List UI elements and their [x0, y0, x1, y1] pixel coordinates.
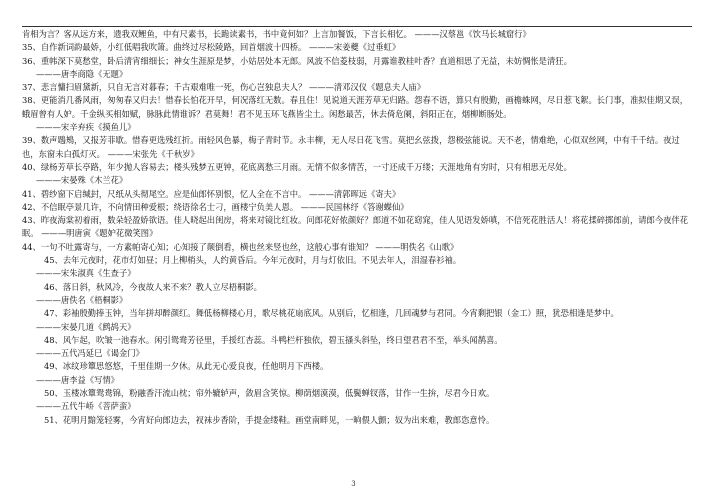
text-line: 39、数声鶗鴂，又报芳菲歇。惜春更选残红折。雨轻风色暴，梅子青时节。永丰柳，无人尽日花飞雪。莫把幺弦拨，怨极弦能说。天不老，情难绝，心似双丝网，中有千千结。夜过也，东窗未白孤灯灭。 ———宋张先《千秋岁》	[22, 135, 680, 159]
attribution-line: ———宋朱淑真《生查子》	[36, 268, 136, 279]
text-line: 肯相为言？客从远方来，遗我双鲤鱼，中有尺素书，长跪读素书，书中竟何如？上言加餐饭，下言长相忆。 ———汉蔡邕《饮马长城窟行》	[22, 29, 531, 39]
text-line: 41、碧纱窗下启缄封，尺纸从头彻尾空。应是仙郎怀别恨，忆人全在不言中。 ———清郭晖远《寄夫》	[22, 188, 401, 199]
text-line: 51、花明月黯笼轻雾，今宵好向郎边去，衩袜步香阶，手提金缕鞋。画堂南畔见，一晌偎人颤；奴为出来难，教郎恣意怜。	[44, 414, 495, 425]
attribution-line: ———宋晏殊《木兰花》	[36, 175, 128, 186]
text-line: 46、落日斜，秋风冷，今夜故人来不来？教人立尽梧桐影。	[44, 281, 262, 292]
attribution-line: ———唐李益《写情》	[36, 374, 119, 385]
text-line: 50、玉楼冰簟鸳鸯锦，粉融香汗流山枕；帘外辘轳声，敛眉含笑惊。柳荫烟漠漠，低鬓蝉钗落，甘作一生拚，尽君今日欢。	[44, 388, 495, 399]
attribution-line: ———五代牛峤《菩萨蛮》	[36, 401, 136, 412]
poem-text-block	[22, 28, 694, 427]
attribution-line: ———五代冯延巳《谒金门》	[36, 348, 144, 359]
text-line: 43、昨夜海棠初着雨，数朵轻盈娇欲语。佳人晓起出闺房，将来对镜比红妆。问郎花好侬颜好？郎道不如花窈窕，佳人见语发娇嗔，不信死花胜活人！将花揉碎掷郎前，请郎今夜伴花眠。 ———明唐寅《题妒花微笑图》	[22, 215, 689, 239]
text-line: 36、重帏深下莫愁堂，卧后清宵细细长；神女生涯原是梦，小姑居处本无郎。风波不信菱枝弱，月露谁教桂叶香？直道相思了无益，未妨惆怅是清狂。	[22, 55, 572, 66]
header-rule	[22, 26, 692, 27]
text-line: 38、更能消几番风雨，匆匆春又归去！惜春长怕花开早，何况落红无数。春且住！见说道天涯芳草无归路。怨春不语，算只有殷勤，画檐蛛网，尽日惹飞絮。长门事，准拟佳期又误，蛾眉曾有人妒。千金纵买相如赋，脉脉此情谁诉？君莫舞！君不见玉环飞燕皆尘土。闲愁最苦，休去倚危阑，斜阳正在，烟柳断肠处。	[22, 95, 689, 119]
attribution-line: ———宋辛弃疾《摸鱼儿》	[36, 122, 136, 133]
text-line: 37、悲言慵扫眉黛新，只自无言对暮春；千古艰难唯一死，伤心岂独息夫人？ ———清邓汉仪《题息夫人庙》	[22, 82, 426, 93]
attribution-line: ———唐佚名《梧桐影》	[36, 294, 128, 305]
text-line: 35、自作新词韵最娇，小红低唱我吹箫。曲终过尽松陵路，回首烟波十四桥。 ———宋姜夔《过垂虹》	[22, 42, 401, 53]
attribution-line: ———唐李商隐《无题》	[36, 68, 128, 79]
text-line: 49、冰纹珍簟思悠悠，千里佳期一夕休。从此无心爱良夜，任他明月下西楼。	[44, 361, 329, 372]
text-line: 45、去年元夜时，花市灯如昼；月上柳梢头，人约黄昏后。今年元夜时，月与灯依旧。不见去年人，泪湿春衫袖。	[44, 255, 462, 266]
attribution-line: ———宋晏几道《鹧鸪天》	[36, 321, 136, 332]
text-line: 47、彩袖殷勤捧玉钟，当年拼却醉颜红。舞低杨柳楼心月，歌尽桃花扇底风。从别后，忆相逢，几回魂梦与君同。今宵剩把银（金工）照，犹恐相逢是梦中。	[44, 308, 619, 319]
text-line: 48、风乍起，吹皱一池春水。闲引鸳鸯芳径里，手挼红杏蕊。斗鸭栏杆独依，碧玉搔头斜坠，终日望君君不至，举头闻鹊喜。	[44, 334, 503, 345]
text-line: 42、不信眠亭景几许，不向情田种爱根；绕语徐名士刁，画楼宁负美人恩。 ———民国林纾《答谢蝶仙》	[22, 201, 409, 212]
text-line: 44、一句不吐露寄与，一方素帕寄心知；心知接了颠倒看，横也丝来竖也丝，这般心事有谁知？ ———明佚名《山歌》	[22, 241, 459, 252]
text-line: 40、绿杨芳草长亭路，年少抛人容易去；楼头残梦五更钟，花底离愁三月雨。无情不似多情苦，一寸还成千万缕；天涯地角有穷时，只有相思无尽处。	[22, 161, 572, 172]
page-number: 3	[351, 480, 356, 488]
